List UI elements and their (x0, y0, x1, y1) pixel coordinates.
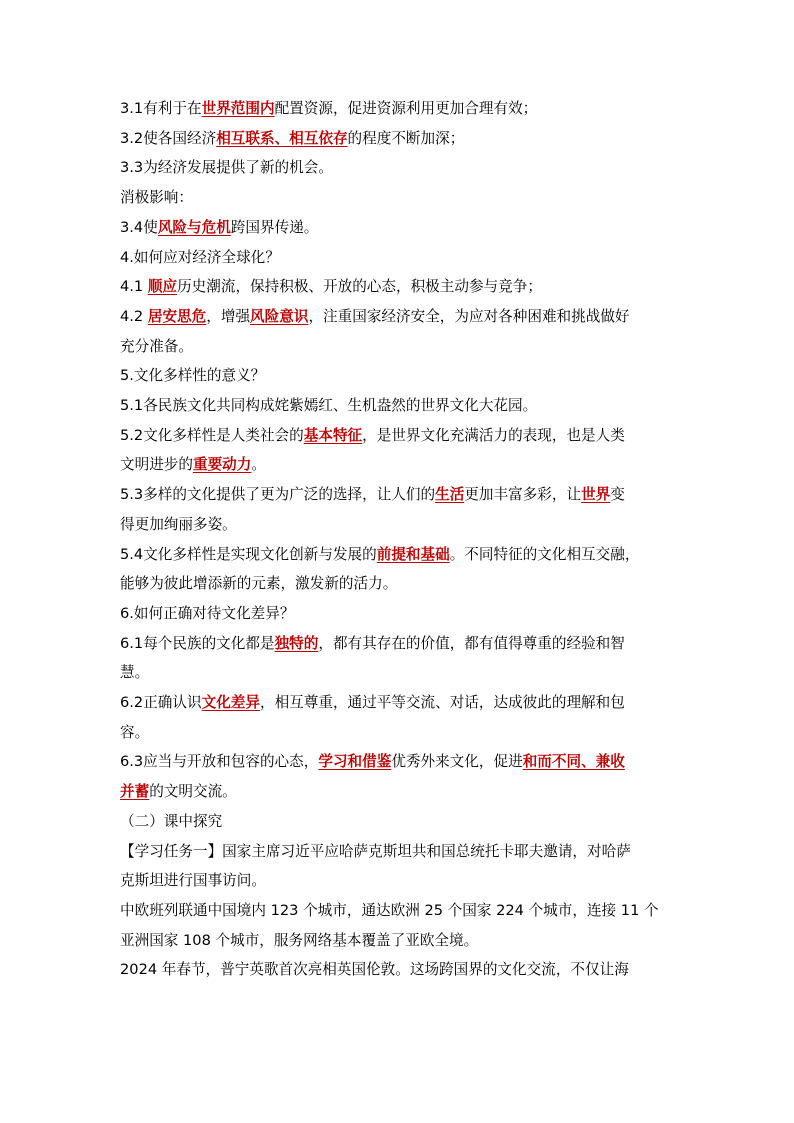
para-6-1-b (120, 658, 682, 688)
para-5-4-b (120, 569, 682, 599)
para-5-1 (120, 391, 682, 421)
para-4-1 (120, 272, 682, 302)
text-run: 更加丰富多彩，让 (464, 486, 582, 504)
keyword-highlight: 风险与危机 (157, 218, 231, 236)
para-5-2-b (120, 450, 682, 480)
text-run: 得更加绚丽多姿。 (120, 515, 237, 533)
keyword-highlight: 基本特征 (303, 426, 363, 444)
para-3-4 (120, 213, 682, 243)
text-run: 5.文化多样性的意义？ (120, 367, 266, 385)
text-run: 克斯坦进行国事访问。 (120, 872, 266, 890)
para-4-2-b (120, 332, 682, 362)
heading-section-2 (120, 807, 682, 837)
keyword-highlight: 重要动力 (192, 456, 252, 474)
text-run: 3.3为经济发展提供了新的机会。 (120, 159, 333, 177)
text-run: 6.1每个民族的文化都是 (120, 634, 275, 652)
text-run: 充分准备。 (120, 337, 193, 355)
para-6-3-b (120, 777, 682, 807)
keyword-highlight: 学习和借鉴 (318, 753, 392, 771)
rail-b (120, 926, 682, 956)
para-3-1 (120, 94, 682, 124)
para-5-4-a (120, 540, 682, 570)
text-run: ，增强 (206, 307, 251, 325)
para-5-3-b (120, 510, 682, 540)
text-run: 6.2正确认识 (120, 694, 202, 712)
text-run: 的文明交流。 (149, 783, 237, 801)
keyword-highlight: 独特的 (274, 634, 319, 652)
text-run: 4.如何应对经济全球化？ (120, 248, 280, 266)
para-6-1-a (120, 629, 682, 659)
text-run: 的程度不断加深； (347, 129, 465, 147)
text-run: 2024 年春节，普宁英歌首次亮相英国伦敦。这场跨国界的文化交流，不仅让海 (120, 961, 629, 979)
text-run: ，都有其存在的价值，都有值得尊重的经验和智 (318, 634, 625, 652)
para-3-3 (120, 153, 682, 183)
text-run: （二）课中探究 (120, 812, 223, 830)
heading-q6 (120, 599, 682, 629)
text-run: ，注重国家经济安全，为应对各种困难和挑战做好 (308, 307, 630, 325)
text-run: 5.4文化多样性是实现文化创新与发展的 (120, 545, 377, 563)
keyword-highlight: 顺应 (147, 278, 178, 296)
keyword-highlight: 前提和基础 (376, 545, 450, 563)
heading-q4 (120, 243, 682, 273)
text-run: 消极影响： (120, 189, 193, 207)
keyword-highlight: 和而不同、兼收 (522, 753, 625, 771)
text-run: 配置资源，促进资源利用更加合理有效； (274, 100, 538, 117)
rail-a (120, 896, 682, 926)
text-run: 。 (251, 456, 266, 474)
keyword-highlight: 风险意识 (250, 307, 309, 325)
text-run: 【学习任务一】国家主席习近平应哈萨克斯坦共和国总统托卡耶夫邀请，对哈萨 (120, 842, 631, 860)
para-5-2-a (120, 421, 682, 451)
text-run: 历史潮流，保持积极、开放的心态，积极主动参与竞争； (177, 278, 542, 296)
text-run: 5.1各民族文化共同构成姹紫嫣红、生机盎然的世界文化大花园。 (120, 397, 538, 415)
text-run: 优秀外来文化，促进 (391, 753, 523, 771)
text-run: 文明进步的 (120, 456, 193, 474)
task-1-b (120, 866, 682, 896)
keyword-highlight: 居安思危 (147, 307, 207, 325)
text-run: 。不同特征的文化相互交融， (449, 545, 640, 563)
text-run: 亚洲国家 108 个城市，服务网络基本覆盖了亚欧全境。 (120, 931, 479, 949)
text-run: 6.3应当与开放和包容的心态， (120, 753, 319, 771)
document-body (120, 94, 682, 985)
text-run: 3.2使各国经济 (120, 129, 217, 147)
text-run: ，是世界文化充满活力的表现，也是人类 (362, 426, 625, 444)
text-run: 跨国界传递。 (230, 218, 319, 236)
yingge-a (120, 955, 682, 985)
text-run: 能够为彼此增添新的元素，激发新的活力。 (120, 575, 398, 593)
text-run: 变 (610, 486, 625, 504)
para-6-2-b (120, 718, 682, 748)
text-run: 慧。 (120, 664, 150, 682)
keyword-highlight: 并蓄 (120, 783, 150, 801)
text-run: ，相互尊重，通过平等交流、对话，达成彼此的理解和包 (259, 694, 625, 712)
keyword-highlight: 文化差异 (201, 694, 260, 712)
text-run: 6.如何正确对待文化差异？ (120, 604, 295, 622)
text-run: 5.2文化多样性是人类社会的 (120, 426, 304, 444)
keyword-highlight: 世界 (581, 486, 611, 504)
text-run: 容。 (120, 723, 150, 741)
text-run: 4.2 (120, 307, 148, 325)
para-5-3-a (120, 480, 682, 510)
text-run: 4.1 (120, 278, 148, 296)
para-6-2-a (120, 688, 682, 718)
keyword-highlight: 生活 (435, 486, 465, 504)
keyword-highlight: 世界范围内 (201, 100, 275, 117)
text-run: 中欧班列联通中国境内 123 个城市，通达欧洲 25 个国家 224 个城市，连接 11 个 (120, 901, 659, 919)
text-run: 3.1有利于在 (120, 100, 202, 117)
task-1-a (120, 837, 682, 867)
para-6-3-a (120, 747, 682, 777)
para-3-2 (120, 124, 682, 154)
text-run: 3.4使 (120, 218, 158, 236)
text-run: 5.3多样的文化提供了更为广泛的选择，让人们的 (120, 486, 436, 504)
heading-negative-impact (120, 183, 682, 213)
heading-q5 (120, 361, 682, 391)
keyword-highlight: 相互联系、相互依存 (216, 129, 348, 147)
para-4-2-a (120, 302, 682, 332)
